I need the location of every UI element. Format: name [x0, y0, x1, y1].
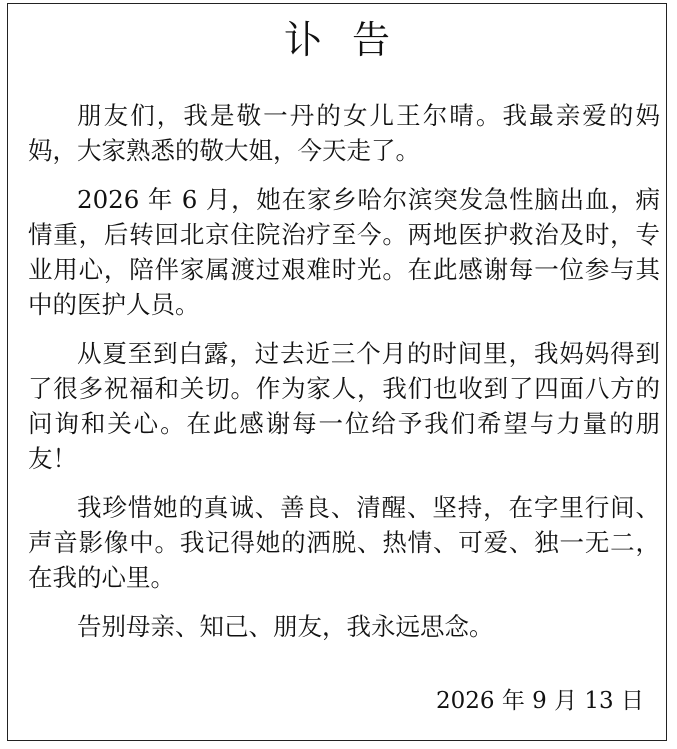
- notice-title: 讣告: [283, 18, 420, 62]
- notice-body: [28, 98, 660, 644]
- paragraph-memories: 我珍惜她的真诚、善良、清醒、坚持，在字里行间、声音影像中。我记得她的洒脱、热情、可爱、独一无二，在我的心里。: [28, 493, 660, 592]
- notice-frame: [7, 3, 667, 741]
- paragraph-farewell: 告别母亲、知己、朋友，我永远思念。: [77, 612, 494, 641]
- notice-date: 2026 年 9 月 13 日: [436, 688, 644, 714]
- paragraph-greeting: 朋友们，我是敬一丹的女儿王尔晴。我最亲爱的妈妈，大家熟悉的敬大姐，今天走了。: [28, 101, 660, 165]
- paragraph-illness: 2026 年 6 月，她在家乡哈尔滨突发急性脑出血，病情重，后转回北京住院治疗至今。两地医护救治及时，专业用心，陪伴家属渡过艰难时光。在此感谢每一位参与其中的医护人员。: [28, 185, 660, 319]
- paragraph-thanks: 从夏至到白露，过去近三个月的时间里，我妈妈得到了很多祝福和关切。作为家人，我们也收到了四面八方的问询和关心。在此感谢每一位给予我们希望与力量的朋友！: [28, 339, 660, 473]
